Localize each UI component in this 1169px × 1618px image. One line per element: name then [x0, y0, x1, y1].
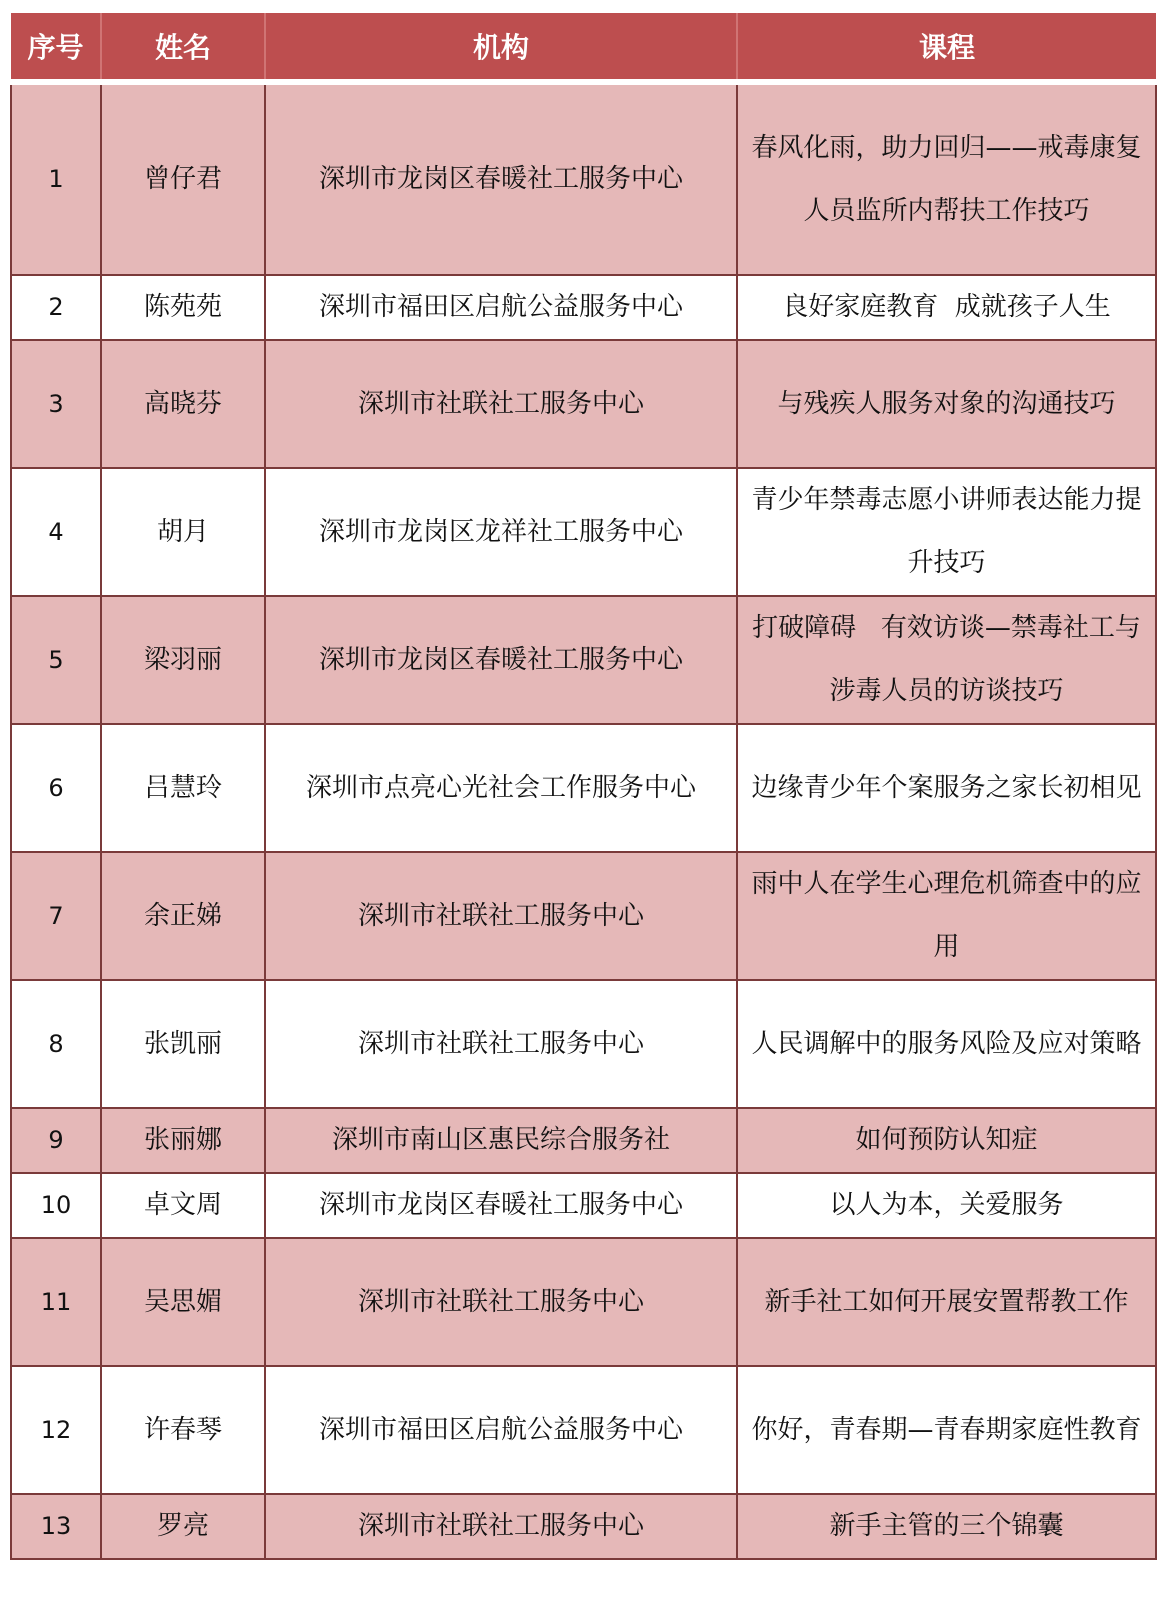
cell-course-text: 打破障碍 有效访谈—禁毒社工与涉毒人员的访谈技巧	[752, 613, 1141, 706]
header-row	[11, 13, 1156, 82]
cell-number: 7	[11, 852, 101, 980]
table-row	[11, 1238, 1156, 1366]
cell-course-text: 如何预防认知症	[855, 1125, 1038, 1155]
cell-number: 13	[11, 1494, 101, 1559]
cell-name: 吴思媚	[101, 1238, 265, 1366]
table-row	[11, 724, 1156, 852]
table-row	[11, 468, 1156, 596]
cell-course-text: 新手社工如何开展安置帮教工作	[764, 1286, 1129, 1317]
cell-name: 高晓芬	[101, 340, 265, 468]
cell-organization: 深圳市社联社工服务中心	[265, 1238, 737, 1366]
cell-course	[737, 1238, 1156, 1366]
cell-number: 10	[11, 1173, 101, 1238]
cell-course	[737, 275, 1156, 340]
cell-organization: 深圳市社联社工服务中心	[265, 980, 737, 1108]
cell-course	[737, 1366, 1156, 1494]
cell-name: 陈苑苑	[101, 275, 265, 340]
cell-number: 4	[11, 468, 101, 596]
table-row	[11, 82, 1156, 275]
cell-name: 卓文周	[101, 1173, 265, 1238]
cell-number: 1	[11, 82, 101, 275]
course-table	[10, 13, 1157, 1560]
cell-name: 许春琴	[101, 1366, 265, 1494]
cell-number: 11	[11, 1238, 101, 1366]
cell-name: 罗亮	[101, 1494, 265, 1559]
table-row	[11, 852, 1156, 980]
cell-number: 5	[11, 596, 101, 724]
cell-course-text: 人民调解中的服务风险及应对策略	[751, 1028, 1142, 1059]
cell-organization: 深圳市社联社工服务中心	[265, 1494, 737, 1559]
cell-course-text: 新手主管的三个锦囊	[829, 1511, 1064, 1541]
cell-organization: 深圳市龙岗区春暖社工服务中心	[265, 596, 737, 724]
cell-course-text: 雨中人在学生心理危机筛查中的应用	[751, 869, 1142, 962]
header-organization: 机构	[265, 13, 737, 82]
table-row	[11, 1494, 1156, 1559]
cell-course-text: 你好，青春期—青春期家庭性教育	[751, 1414, 1142, 1445]
cell-number: 6	[11, 724, 101, 852]
table-row	[11, 1366, 1156, 1494]
cell-course	[737, 980, 1156, 1108]
header-course: 课程	[737, 13, 1156, 82]
course-table-container	[10, 13, 1155, 1560]
cell-organization: 深圳市龙岗区龙祥社工服务中心	[265, 468, 737, 596]
cell-course-text: 与残疾人服务对象的沟通技巧	[777, 388, 1116, 419]
cell-name: 胡月	[101, 468, 265, 596]
cell-name: 吕慧玲	[101, 724, 265, 852]
table-body	[11, 82, 1156, 1559]
cell-number: 8	[11, 980, 101, 1108]
cell-course-text: 春风化雨，助力回归——戒毒康复人员监所内帮扶工作技巧	[751, 132, 1142, 226]
table-header	[11, 13, 1156, 82]
cell-number: 9	[11, 1108, 101, 1173]
table-row	[11, 980, 1156, 1108]
cell-number: 12	[11, 1366, 101, 1494]
table-row	[11, 275, 1156, 340]
cell-organization: 深圳市社联社工服务中心	[265, 852, 737, 980]
cell-course	[737, 1108, 1156, 1173]
cell-name: 张丽娜	[101, 1108, 265, 1173]
cell-number: 3	[11, 340, 101, 468]
cell-name: 曾仔君	[101, 82, 265, 275]
cell-course-text: 边缘青少年个案服务之家长初相见	[751, 772, 1142, 803]
cell-course	[737, 1494, 1156, 1559]
header-name: 姓名	[101, 13, 265, 82]
cell-organization: 深圳市福田区启航公益服务中心	[265, 1366, 737, 1494]
cell-name: 梁羽丽	[101, 596, 265, 724]
cell-course	[737, 468, 1156, 596]
cell-name: 余正娣	[101, 852, 265, 980]
cell-course	[737, 82, 1156, 275]
cell-organization: 深圳市社联社工服务中心	[265, 340, 737, 468]
cell-organization: 深圳市南山区惠民综合服务社	[265, 1108, 737, 1173]
header-number: 序号	[11, 13, 101, 82]
cell-organization: 深圳市龙岗区春暖社工服务中心	[265, 82, 737, 275]
cell-number: 2	[11, 275, 101, 340]
table-row	[11, 340, 1156, 468]
cell-course	[737, 852, 1156, 980]
table-row	[11, 1173, 1156, 1238]
cell-course-text: 以人为本，关爱服务	[829, 1190, 1064, 1220]
cell-organization: 深圳市福田区启航公益服务中心	[265, 275, 737, 340]
cell-course	[737, 340, 1156, 468]
cell-organization: 深圳市点亮心光社会工作服务中心	[265, 724, 737, 852]
table-row	[11, 1108, 1156, 1173]
cell-course-text: 良好家庭教育 成就孩子人生	[782, 292, 1111, 322]
cell-course-text: 青少年禁毒志愿小讲师表达能力提升技巧	[751, 485, 1142, 578]
cell-organization: 深圳市龙岗区春暖社工服务中心	[265, 1173, 737, 1238]
cell-course	[737, 724, 1156, 852]
cell-course	[737, 1173, 1156, 1238]
table-row	[11, 596, 1156, 724]
cell-course	[737, 596, 1156, 724]
cell-name: 张凯丽	[101, 980, 265, 1108]
